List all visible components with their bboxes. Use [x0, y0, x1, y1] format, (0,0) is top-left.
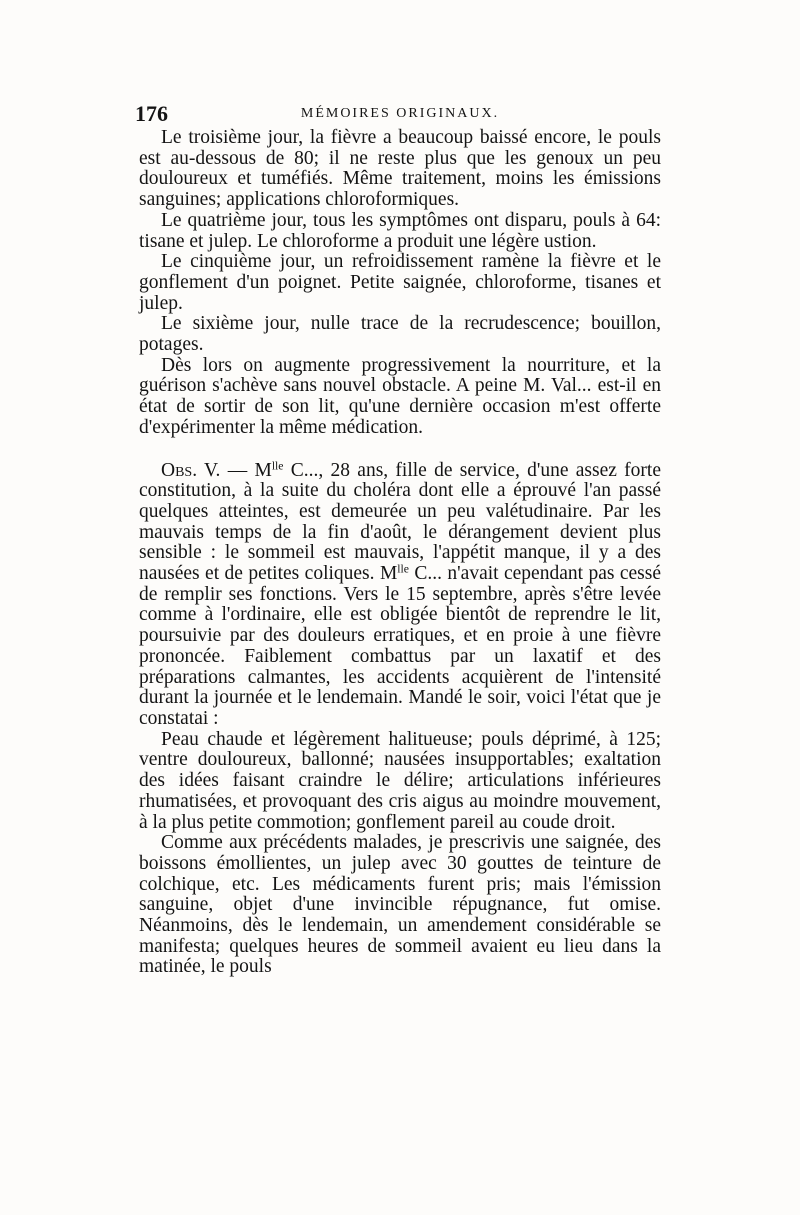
paragraph: Dès lors on augmente progressivement la nourriture, et la guérison s'achève sans nouvel obstacle. A peine M. Val... est-il en état de sortir de son lit, qu'une dernière occasion m'est offerte d'expérimenter la même médication. [139, 354, 661, 438]
page-header [135, 98, 665, 130]
page-number: 176 [135, 101, 168, 126]
observation-paragraph [139, 461, 661, 730]
honorific: M [379, 563, 398, 585]
body-text [139, 128, 661, 978]
observation-dash: — [227, 459, 248, 481]
honorific: M [254, 459, 272, 481]
honorific-superscript: lle [271, 459, 284, 473]
observation-label: Obs. V. [161, 459, 221, 481]
honorific-superscript: lle [397, 562, 409, 576]
paragraph: Peau chaude et légèrement halitueuse; pouls déprimé, à 125; ventre douloureux, ballonné; nausées insupportables; exaltation des idées faisant craindre le délire; articulations inférieures rhumatisées, et provoquant des cris aigus au moindre mouvement, à la plus petite commotion; gonflement pareil au coude droit. [139, 728, 661, 833]
paragraph: Comme aux précédents malades, je prescrivis une saignée, des boissons émollientes, un julep avec 30 gouttes de teinture de colchique, etc. Les médicaments furent pris; mais l'émission sanguine, objet d'une invincible répugnance, fut omise. Néanmoins, dès le lendemain, un amendement considérable se manifesta; quelques heures de sommeil avaient eu lieu dans la matinée, le pouls [139, 832, 661, 978]
paragraph: Le quatrième jour, tous les symptômes ont disparu, pouls à 64: tisane et julep. Le chloroforme a produit une légère ustion. [139, 209, 661, 252]
paragraph: Le troisième jour, la fièvre a beaucoup baissé encore, le pouls est au-dessous de 80; il ne reste plus que les genoux un peu douloureux et tuméfiés. Même traitement, moins les émissions sanguines; applications chloroformiques. [139, 127, 661, 211]
observation-text: C..., 28 ans, fille de service, d'une assez forte constitution, à la suite du choléra dont elle a éprouvé l'an passé quelques atteintes, est demeurée un peu valétudinaire. Par les mauvais temps de la fin d'août, le dérangement devient plus sensible : le sommeil est mauvais, l'appétit manque, il y a des nausées et de petites coliques. [139, 459, 661, 585]
paragraph: Le sixième jour, nulle trace de la recrudescence; bouillon, potages. [139, 313, 661, 356]
running-title: MÉMOIRES ORIGINAUX. [300, 106, 500, 121]
paragraph: Le cinquième jour, un refroidissement ramène la fièvre et le gonflement d'un poignet. Petite saignée, chloroforme, tisanes et julep. [139, 251, 661, 314]
observation-text: C... n'avait cependant pas cessé de remplir ses fonctions. Vers le 15 septembre, après s'être levée comme à l'ordinaire, elle est obligée bientôt de reprendre le lit, poursuivie par des douleurs erratiques, et en proie à une fièvre prononcée. Faiblement combattus par un laxatif et des préparations calmantes, les accidents acquièrent de l'intensité durant la journée et le lendemain. Mandé le soir, voici l'état que je constatai : [139, 563, 661, 729]
